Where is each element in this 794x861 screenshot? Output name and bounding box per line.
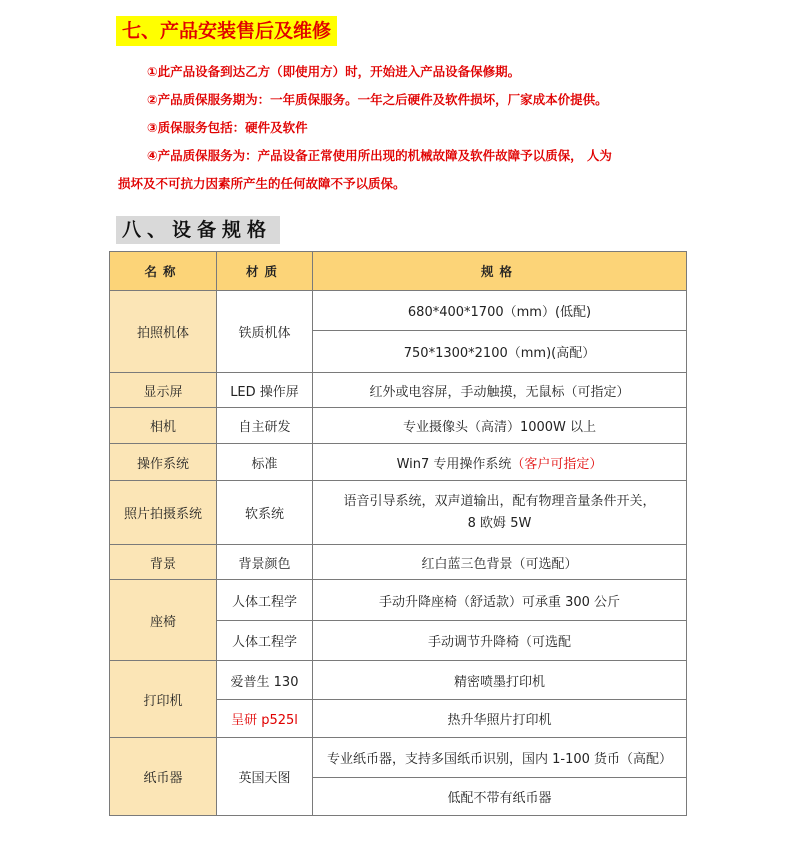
row-material: 软系统 [217, 481, 313, 545]
warranty-line-3: ③质保服务包括：硬件及软件 [147, 120, 308, 135]
row-spec: 手动升降座椅（舒适款）可承重 300 公斤 [313, 580, 687, 621]
row-material: 英国天图 [217, 738, 313, 816]
header-spec: 规格 [313, 252, 687, 291]
row-spec [313, 481, 687, 545]
row-name: 照片拍摄系统 [110, 481, 217, 545]
row-material: 人体工程学 [217, 580, 313, 621]
table-row [110, 661, 687, 700]
row-name: 拍照机体 [110, 291, 217, 373]
os-spec: Win7 专用操作系统 [396, 456, 512, 472]
os-spec-note: （客户可指定） [511, 456, 603, 472]
table-row [110, 580, 687, 621]
table-row [110, 738, 687, 778]
header-name: 名称 [110, 252, 217, 291]
row-spec: 热升华照片打印机 [313, 700, 687, 738]
row-spec: 精密喷墨打印机 [313, 661, 687, 700]
row-material: 呈研 p525l [217, 700, 313, 738]
row-spec: 专业纸币器，支持多国纸币识别，国内 1-100 货币（高配） [313, 738, 687, 778]
row-material: 自主研发 [217, 408, 313, 444]
section-7-title: 七、产品安装售后及维修 [116, 16, 337, 46]
header-material: 材质 [217, 252, 313, 291]
row-material: 标准 [217, 444, 313, 481]
row-name: 操作系统 [110, 444, 217, 481]
row-name: 背景 [110, 545, 217, 580]
warranty-line-4: ④产品质保服务为：产品设备正常使用所出现的机械故障及软件故障予以质保， 人为 [147, 148, 612, 163]
row-name: 相机 [110, 408, 217, 444]
photo-system-spec-line-1: 语音引导系统，双声道输出，配有物理音量条件开关， [343, 493, 656, 509]
row-spec: 红白蓝三色背景（可选配） [313, 545, 687, 580]
table-row [110, 481, 687, 545]
table-row [110, 545, 687, 580]
row-material: 爱普生 130 [217, 661, 313, 700]
row-spec: 低配不带有纸币器 [313, 778, 687, 816]
row-material: 铁质机体 [217, 291, 313, 373]
row-spec [313, 444, 687, 481]
row-material: 背景颜色 [217, 545, 313, 580]
row-name: 显示屏 [110, 373, 217, 408]
spec-table [109, 251, 687, 816]
row-name: 座椅 [110, 580, 217, 661]
row-spec: 手动调节升降椅（可选配 [313, 621, 687, 661]
row-material: 人体工程学 [217, 621, 313, 661]
table-row [110, 373, 687, 408]
row-spec: 750*1300*2100（mm)(高配） [313, 331, 687, 373]
row-name: 打印机 [110, 661, 217, 738]
section-8-title: 八、设备规格 [116, 216, 280, 244]
row-name: 纸币器 [110, 738, 217, 816]
warranty-line-1: ①此产品设备到达乙方（即使用方）时，开始进入产品设备保修期。 [147, 64, 521, 79]
warranty-line-5: 损坏及不可抗力因素所产生的任何故障不予以质保。 [118, 176, 406, 191]
table-row [110, 444, 687, 481]
table-row [110, 291, 687, 331]
table-row [110, 408, 687, 444]
row-spec: 680*400*1700（mm）(低配) [313, 291, 687, 331]
table-header-row [110, 252, 687, 291]
warranty-line-2: ②产品质保服务期为：一年质保服务。一年之后硬件及软件损坏，厂家成本价提供。 [147, 92, 608, 107]
row-spec: 红外或电容屏，手动触摸，无鼠标（可指定） [313, 373, 687, 408]
row-material: LED 操作屏 [217, 373, 313, 408]
photo-system-spec-line-2: 8 欧姆 5W [467, 515, 532, 531]
row-spec: 专业摄像头（高清）1000W 以上 [313, 408, 687, 444]
